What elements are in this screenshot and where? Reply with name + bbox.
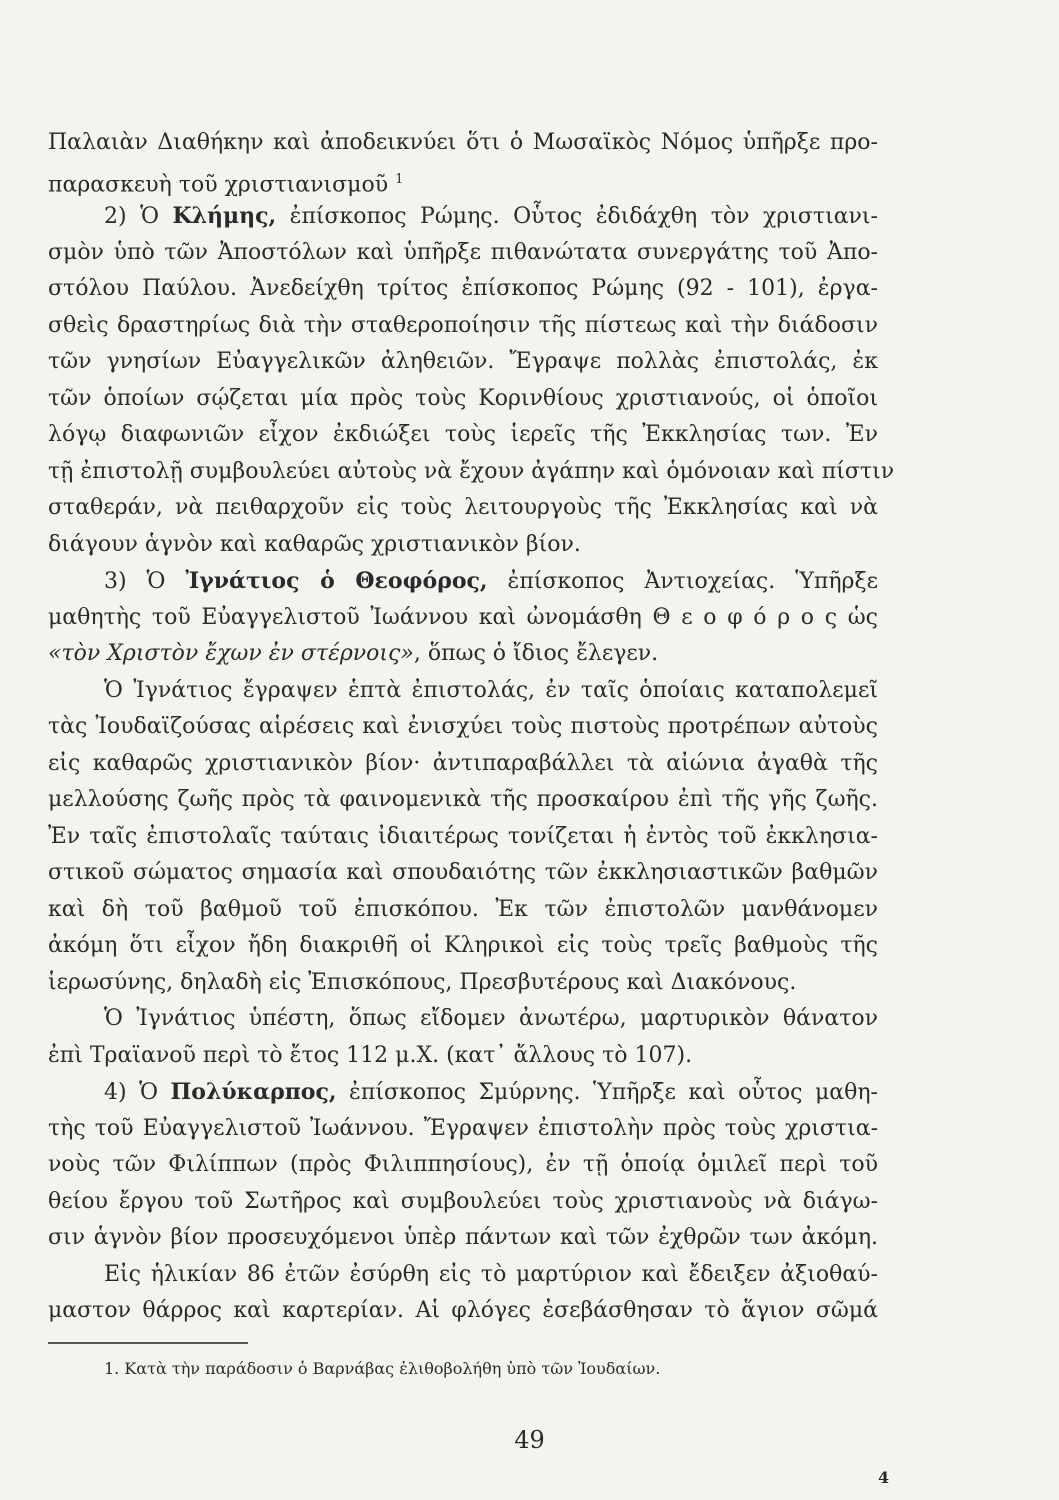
text-line: εἰς καθαρῶς χριστιανικὸν βίον· ἀντιπαραβάλλει τὰ αἰώνια ἀγαθὰ τῆς [48,750,878,776]
text-line: ἱερωσύνης, δηλαδὴ εἰς Ἐπισκόπους, Πρεσβυτέρους καὶ Διακόνους. [48,969,797,995]
text-span: ἐπίσκοπος Σμύρνης. Ὑπῆρξε καὶ οὗτος μαθη- [336,1080,878,1105]
text-line: Ὁ Ἰγνάτιος ἔγραψεν ἑπτὰ ἐπιστολάς, ἐν ταῖς ὁποίαις καταπολεμεῖ [104,677,878,703]
text-line: λόγῳ διαφωνιῶν εἶχον ἐκδιώξει τοὺς ἱερεῖς τῆς Ἐκκλησίας των. Ἐν [48,422,878,447]
text-line: θείου ἔργου τοῦ Σωτῆρος καὶ συμβουλεύει τοὺς χριστιανοὺς νὰ διάγω- [48,1188,878,1214]
text-span: 4) Ὁ [104,1080,171,1105]
text-line: τῇ ἐπιστολῇ συμβουλεύει αὐτοὺς νὰ ἔχουν ἀγάπην καὶ ὁμόνοιαν καὶ πίστιν [48,458,895,484]
text-span: παρασκευὴ τοῦ χριστιανισμοῦ [48,171,389,197]
text-line: σιν ἁγνὸν βίον προσευχόμενοι ὑπὲρ πάντων καὶ τῶν ἐχθρῶν των ἀκόμη. [48,1225,878,1250]
text-span: , ὅπως ὁ ἴδιος ἔλεγεν. [413,641,659,666]
text-line: ἀκόμη ὅτι εἶχον ἤδη διακριθῆ οἱ Κληρικοὶ εἰς τοὺς τρεῖς βαθμοὺς τῆς [48,933,878,958]
signature-mark: 4 [878,1468,890,1487]
text-span: ἐπίσκοπος Ἀντιοχείας. Ὑπῆρξε [487,569,878,594]
text-line: σμὸν ὑπὸ τῶν Ἀποστόλων καὶ ὑπῆρξε πιθανώτατα συνεργάτης τοῦ Ἀπο- [48,239,878,265]
text-line: σθεὶς δραστηρίως διὰ τὴν σταθεροποίησιν τῆς πίστεως καὶ τὴν διάδοσιν [48,312,878,338]
text-span: 2) Ὁ [104,204,173,229]
section-heading-polycarp [104,1077,878,1108]
text-line: καὶ δὴ τοῦ βαθμοῦ τοῦ ἐπισκόπου. Ἐκ τῶν ἐπιστολῶν μανθάνομεν [48,896,878,922]
text-span: ἐπίσκοπος Ρώμης. Οὗτος ἐδιδάχθη τὸν χριστιανι- [276,204,878,229]
text-line: Ἐν ταῖς ἐπιστολαῖς ταύταις ἰδιαιτέρως τονίζεται ἡ ἐντὸς τοῦ ἐκκλησια- [48,823,878,849]
text-line: Εἰς ἡλικίαν 86 ἐτῶν ἐσύρθη εἰς τὸ μαρτύριον καὶ ἔδειξεν ἀξιοθαύ- [104,1261,878,1287]
text-line: μαθητὴς τοῦ Εὐαγγελιστοῦ Ἰωάννου καὶ ὠνομάσθη Θ ε ο φ ό ρ ο ς ὡς [48,604,878,630]
text-line: διάγουν ἁγνὸν καὶ καθαρῶς χριστιανικὸν βίον. [48,531,581,557]
text-line: τῶν ὁποίων σῴζεται μία πρὸς τοὺς Κορινθίους χριστιανούς, οἱ ὁποῖοι [48,385,878,411]
footnote: 1. Κατὰ τὴν παράδοσιν ὁ Βαρνάβας ἐλιθοβολήθη ὑπὸ τῶν Ἰουδαίων. [104,1359,661,1378]
name-clement: Κλήμης, [172,203,277,229]
text-line: τῶν γνησίων Εὐαγγελικῶν ἀληθειῶν. Ἔγραψε πολλὰς ἐπιστολάς, ἐκ [48,349,878,374]
text-line: Παλαιὰν Διαθήκην καὶ ἀποδεικνύει ὅτι ὁ Μωσαϊκὸς Νόμος ὑπῆρξε προ- [48,130,878,155]
text-line: στόλου Παύλου. Ἀνεδείχθη τρίτος ἐπίσκοπος Ρώμης (92 - 101), ἐργα- [48,276,878,301]
name-ignatius: Ἰγνάτιος ὁ Θεοφόρος, [185,568,488,594]
section-heading-clement [104,201,878,232]
text-line: ἐπὶ Τραϊανοῦ περὶ τὸ ἔτος 112 μ.Χ. (κατ᾽ ἄλλους τὸ 107). [48,1042,693,1068]
text-line [48,639,878,669]
text-line [48,165,878,200]
footnote-reference: 1 [395,171,404,187]
page-number: 49 [514,1426,545,1454]
text-line: τὰς Ἰουδαϊζούσας αἱρέσεις καὶ ἐνισχύει τοὺς πιστοὺς προτρέπων αὐτοὺς [48,714,878,739]
text-line: μελλούσης ζωῆς πρὸς τὰ φαινομενικὰ τῆς προσκαίρου ἐπὶ τῆς γῆς ζωῆς. [48,787,878,812]
quotation: «τὸν Χριστὸν ἔχων ἐν στέρνοις» [48,641,414,666]
text-line: σταθεράν, νὰ πειθαρχοῦν εἰς τοὺς λειτουργοὺς τῆς Ἐκκλησίας καὶ νὰ [48,495,878,520]
name-polycarp: Πολύκαρπος, [170,1079,337,1105]
text-line: μαστον θάρρος καὶ καρτερίαν. Αἱ φλόγες ἐσεβάσθησαν τὸ ἅγιον σῶμά [48,1298,878,1323]
text-span: 3) Ὁ [104,569,186,594]
text-line: νοὺς τῶν Φιλίππων (πρὸς Φιλιππησίους), ἐν τῇ ὁποίᾳ ὁμιλεῖ περὶ τοῦ [48,1152,878,1177]
text-line: Ὁ Ἰγνάτιος ὑπέστη, ὅπως εἴδομεν ἀνωτέρω, μαρτυρικὸν θάνατον [104,1006,878,1031]
text-line: τὴς τοῦ Εὐαγγελιστοῦ Ἰωάννου. Ἔγραψεν ἐπιστολὴν πρὸς τοὺς χριστια- [48,1115,878,1141]
section-heading-ignatius [104,566,878,597]
text-line: στικοῦ σώματος σημασία καὶ σπουδαιότης τῶν ἐκκλησιαστικῶν βαθμῶν [48,860,878,885]
footnote-rule [48,1342,248,1344]
